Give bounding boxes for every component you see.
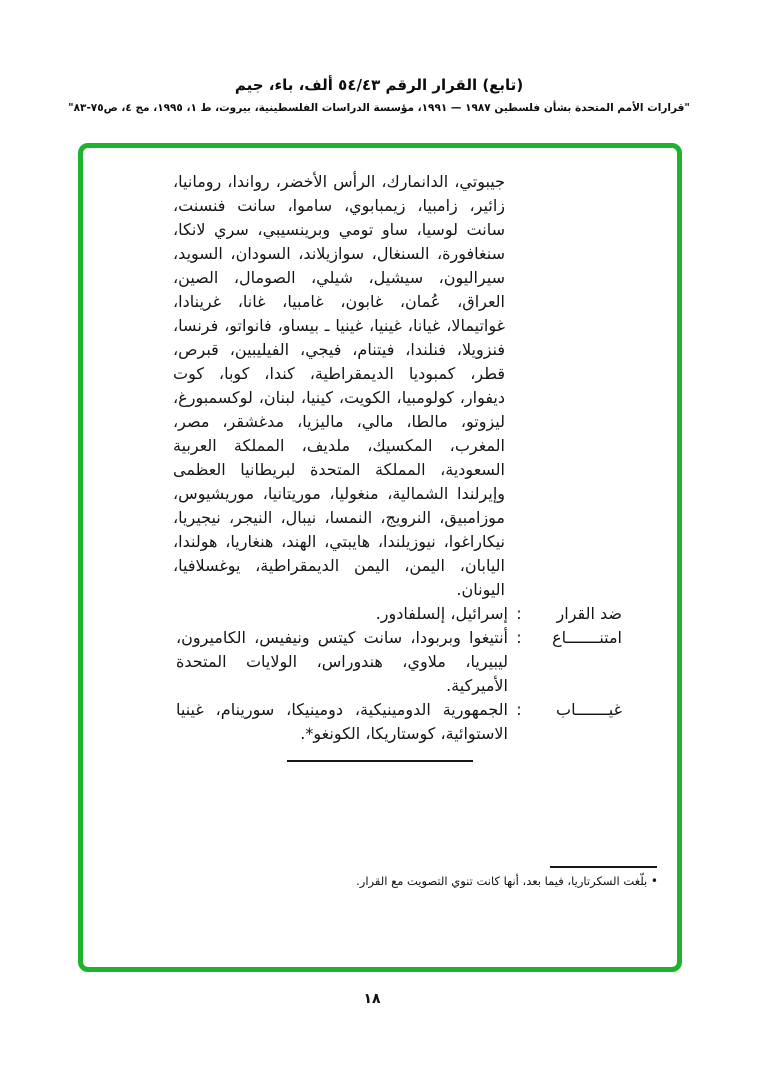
section-divider: [287, 760, 473, 762]
vote-colon: :: [516, 628, 522, 647]
vote-list-absent: الجمهورية الدومينيكية، دومينيكا، سورينام، غينيا الاستوائية، كوستاريكا، الكونغو*.: [176, 700, 508, 743]
vote-record-absent: [176, 698, 622, 746]
vote-records: [176, 602, 622, 746]
footnote-text: بلّغت السكرتاريا، فيما بعد، أنها كانت تنوي التصويت مع القرار.: [356, 874, 648, 888]
vote-list-against: إسرائيل، إلسلفادور.: [375, 604, 508, 623]
vote-label-against: ضد القرار: [556, 604, 622, 623]
document-body: [83, 148, 677, 890]
source-citation: "قرارات الأمم المتحدة بشأن فلسطين ١٩٨٧ — ١٩٩١، مؤسسة الدراسات الفلسطينية، بيروت، ط ١، ١٩٩٥، مج ٤، ص٧٥-٨٣": [68, 102, 690, 114]
vote-label-abstain: امتنـــــــاع: [552, 628, 622, 647]
footnote-divider: [550, 866, 657, 868]
vote-record-abstain: [176, 626, 622, 698]
green-frame: [78, 143, 682, 972]
vote-label-absent: غيـــــــاب: [556, 700, 622, 719]
footnote-bullet-icon: •: [650, 874, 658, 888]
vote-record-against: [176, 602, 622, 626]
in-favor-countries-continued: جيبوتي، الدانمارك، الرأس الأخضر، رواندا، رومانيا، زائير، زامبيا، زيمبابوي، ساموا، سانت فنسنت، سانت لوسيا، ساو تومي وبرينسيبي، سري لانكا، سنغافورة، السنغال، سوازيلاند، السودان، السويد، سيراليون، سيشيل، شيلي، الصومال، الصين، العراق، عُمان، غابون، غامبيا، غانا، غرينادا، غواتيمالا، غيانا، غينيا، غينيا ـ بيساو، فانواتو، فرنسا، فنزويلا، فنلندا، فيتنام، فيجي، الفيليبين، قبرص، قطر، كمبوديا الديمقراطية، كندا، كوبا، كوت ديفوار، كولومبيا، الكويت، كينيا، لبنان، لوكسمبورغ، ليزوتو، مالطا، مالي، ماليزيا، مدغشقر، مصر، المغرب، المكسيك، ملديف، المملكة العربية السعودية، المملكة المتحدة لبريطانيا العظمى وإيرلندا الشمالية، منغوليا، موريتانيا، موريشيوس، موزامبيق، النرويج، النمسا، نيبال، النيجر، نيجيريا، نيكاراغوا، نيوزيلندا، هايبتي، الهند، هنغاريا، هولندا، اليابان، اليمن، اليمن الديمقراطية، يوغسلافيا، اليونان.: [173, 172, 505, 599]
vote-list-abstain: أنتيغوا وبربودا، سانت كيتس ونيفيس، الكاميرون، ليبيريا، ملاوي، هندوراس، الولايات المتحدة الأميركية.: [176, 628, 508, 695]
vote-colon: :: [516, 604, 522, 623]
resolution-title: (تابع) القرار الرقم ٥٤/٤٣ ألف، باء، جيم: [234, 76, 524, 94]
vote-colon: :: [516, 700, 522, 719]
page-number: ١٨: [363, 991, 381, 1007]
page-header: [0, 76, 758, 114]
footnote: [143, 873, 658, 890]
